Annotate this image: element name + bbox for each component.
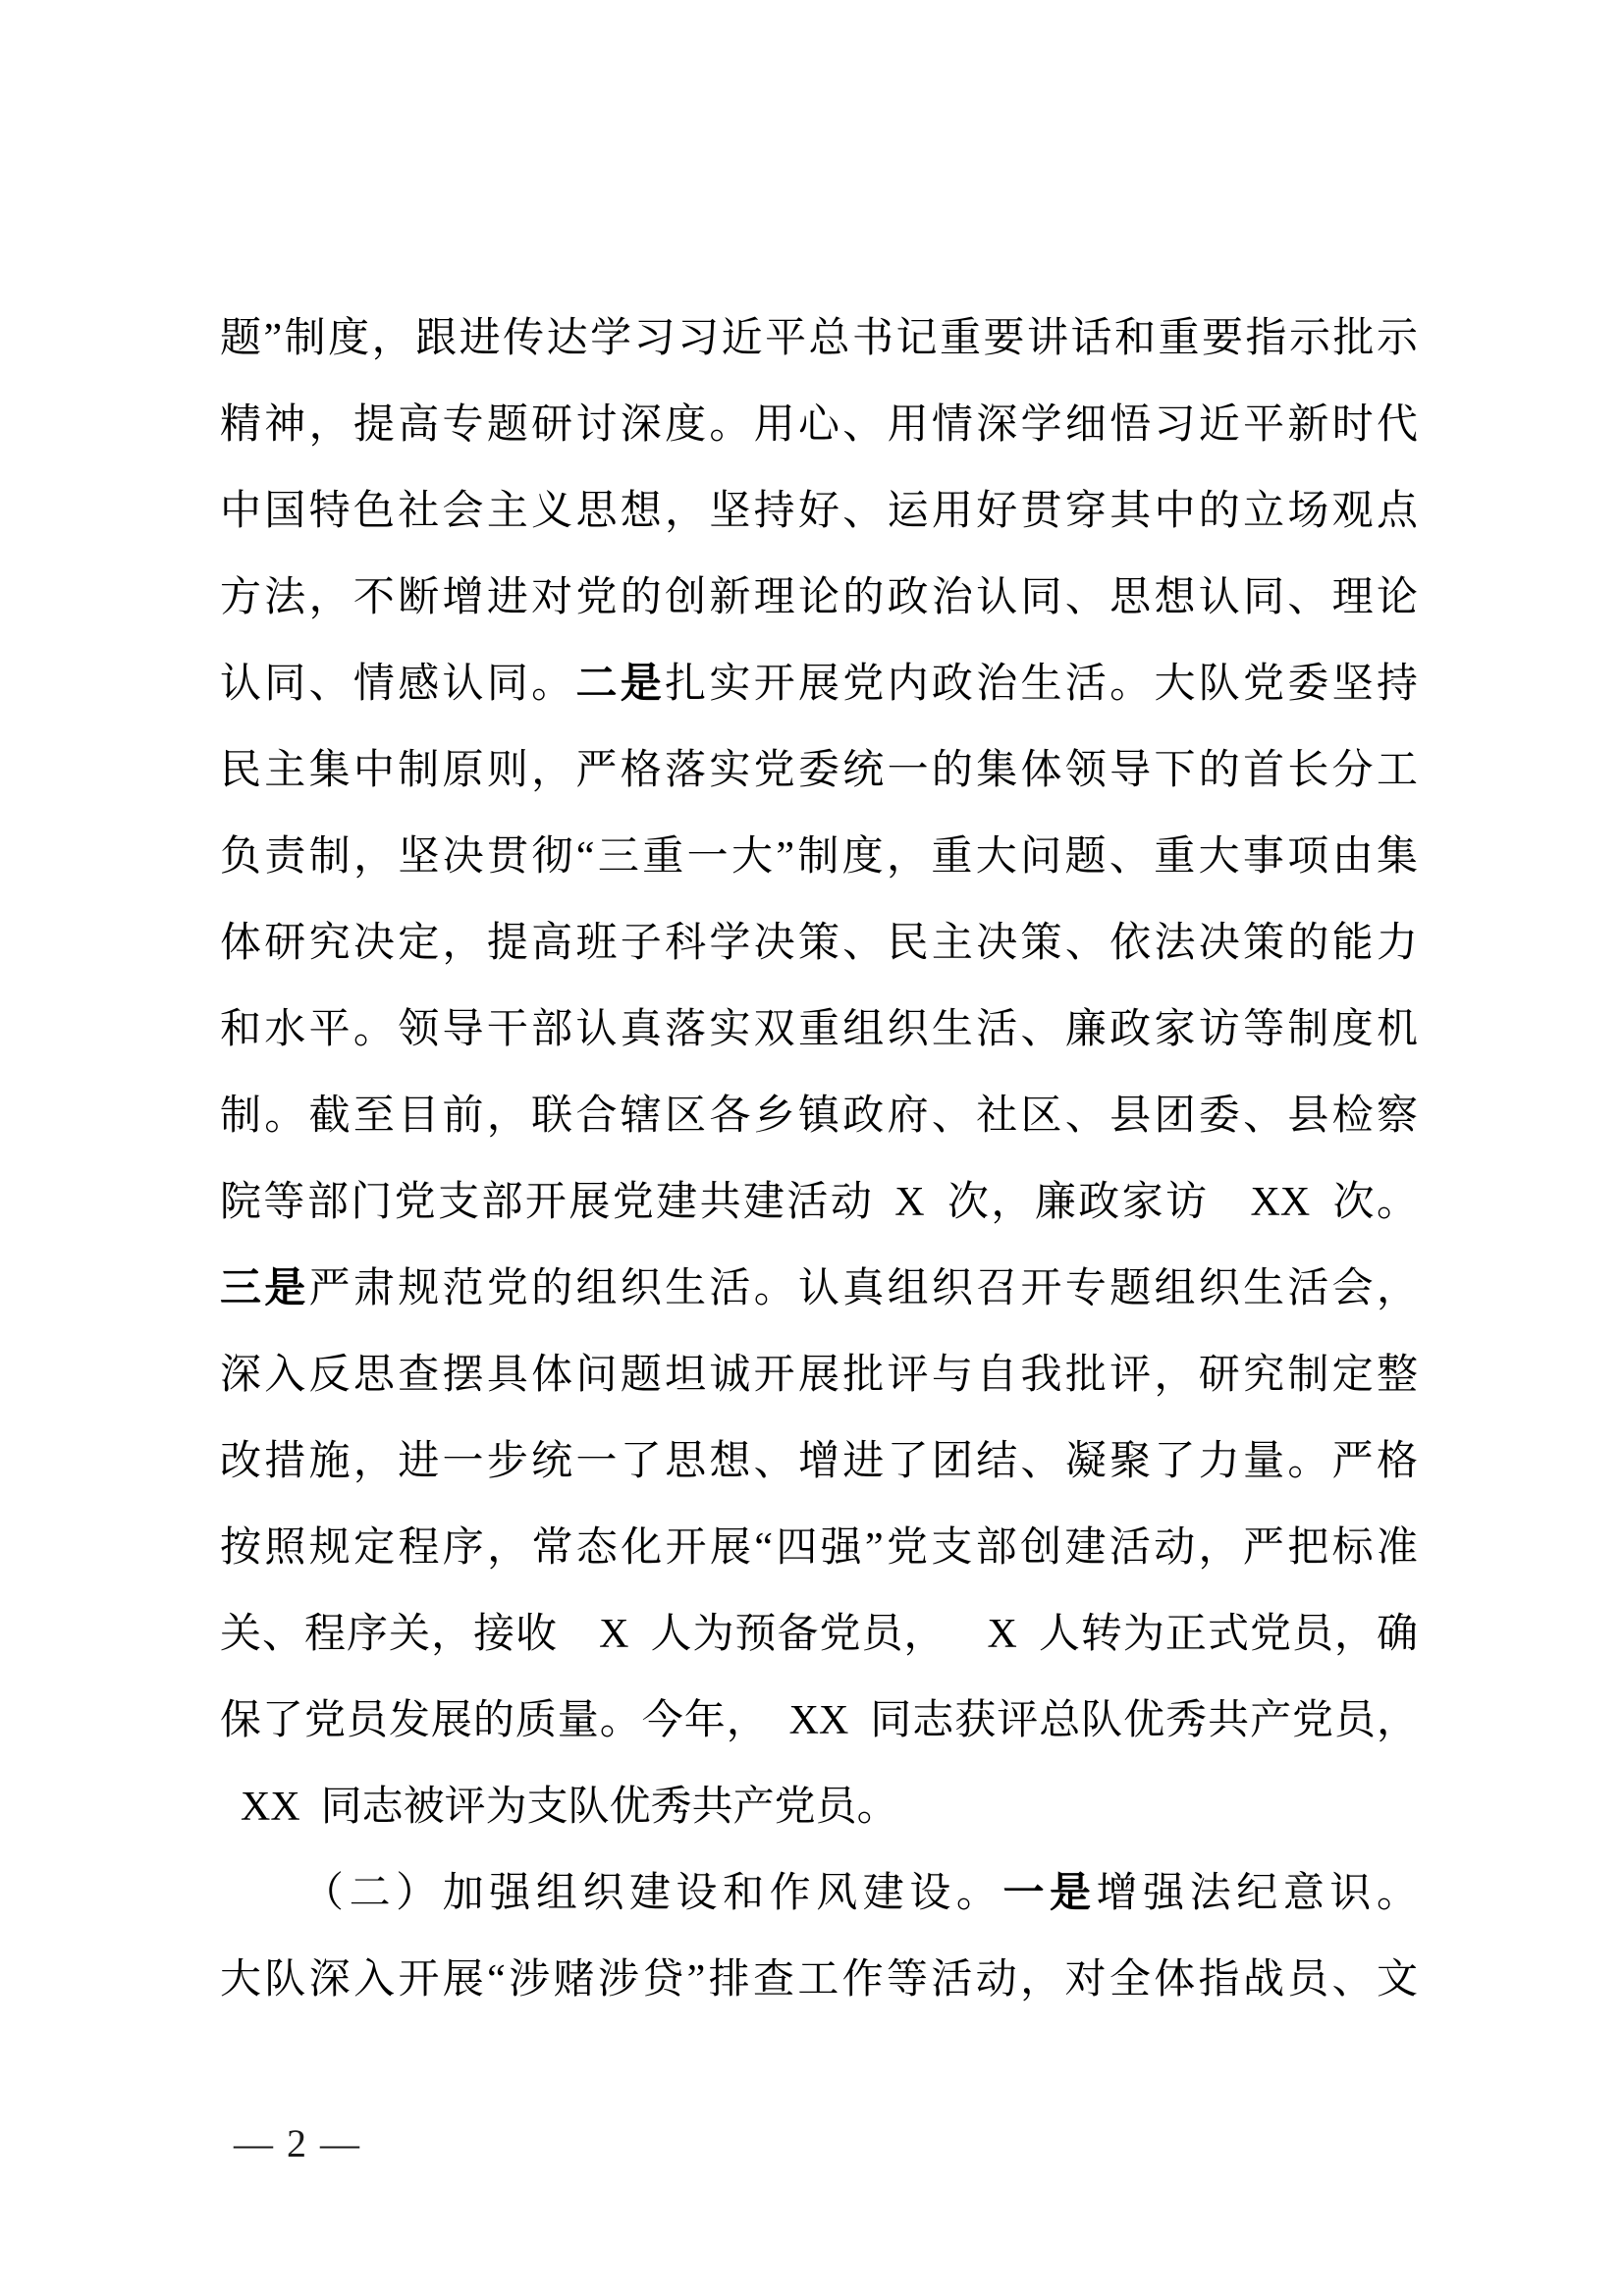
text-line <box>220 1418 1418 1505</box>
text-run: 中国特色社会主义思想，坚持好、运用好贯穿其中的立场观点 <box>220 489 1418 534</box>
text-line <box>220 1678 1418 1764</box>
text-run: 改措施，进一步统一了思想、增进了团结、凝聚了力量。严格 <box>220 1439 1418 1484</box>
bold-text-run: 二是 <box>575 662 666 707</box>
text-line <box>220 382 1418 468</box>
text-line <box>220 1073 1418 1159</box>
document-body <box>220 295 1418 2023</box>
text-line <box>220 1764 1418 1850</box>
text-line <box>220 295 1418 382</box>
text-run: 增强法纪意识。 <box>1096 1871 1418 1916</box>
text-run: 扎实开展党内政治生活。大队党委坚持 <box>665 662 1418 707</box>
text-run: 认同、情感认同。 <box>220 662 576 707</box>
text-run: 院等部门党支部开展党建共建活动 X 次，廉政家访 XX 次。 <box>220 1180 1418 1225</box>
text-run: XX 同志被评为支队优秀共产党员。 <box>220 1785 898 1830</box>
text-run: 和水平。领导干部认真落实双重组织生活、廉政家访等制度机 <box>220 1007 1418 1052</box>
text-line <box>220 1937 1418 2023</box>
text-run: 题”制度，跟进传达学习习近平总书记重要讲话和重要指示批示 <box>220 316 1418 361</box>
bold-text-run: 三是 <box>220 1266 309 1311</box>
text-run: 严肃规范党的组织生活。认真组织召开专题组织生活会， <box>308 1266 1418 1311</box>
text-run: 大队深入开展“涉赌涉贷”排查工作等活动，对全体指战员、文 <box>220 1957 1418 2002</box>
text-line <box>220 987 1418 1073</box>
text-line <box>220 1591 1418 1678</box>
text-line <box>220 468 1418 555</box>
text-run: 按照规定程序，常态化开展“四强”党支部创建活动，严把标准 <box>220 1525 1418 1571</box>
text-line <box>220 814 1418 900</box>
page-footer <box>234 2116 361 2171</box>
text-line <box>220 727 1418 814</box>
text-run: 保了党员发展的质量。今年， XX 同志获评总队优秀共产党员， <box>220 1698 1418 1743</box>
text-line <box>220 1246 1418 1332</box>
text-run: 负责制，坚决贯彻“三重一大”制度，重大问题、重大事项由集 <box>220 834 1418 880</box>
text-line <box>220 641 1418 727</box>
text-run: 体研究决定，提高班子科学决策、民主决策、依法决策的能力 <box>220 921 1418 966</box>
text-line <box>220 1850 1418 1937</box>
text-run: 方法，不断增进对党的创新理论的政治认同、思想认同、理论 <box>220 575 1418 620</box>
text-line <box>220 900 1418 987</box>
text-run: 关、程序关，接收 X 人为预备党员， X 人转为正式党员，确 <box>220 1612 1418 1657</box>
text-run: 精神，提高专题研讨深度。用心、用情深学细悟习近平新时代 <box>220 402 1418 448</box>
text-run: （二）加强组织建设和作风建设。 <box>302 1871 1003 1916</box>
text-run: 民主集中制原则，严格落实党委统一的集体领导下的首长分工 <box>220 748 1418 793</box>
text-line <box>220 1505 1418 1591</box>
text-line <box>220 1159 1418 1246</box>
text-line <box>220 1332 1418 1418</box>
bold-text-run: 一是 <box>1002 1871 1097 1916</box>
text-run: 深入反思查摆具体问题坦诚开展批评与自我批评，研究制定整 <box>220 1353 1418 1398</box>
text-line <box>220 555 1418 641</box>
page-number: — 2 — <box>234 2121 361 2165</box>
text-run: 制。截至目前，联合辖区各乡镇政府、社区、县团委、县检察 <box>220 1094 1418 1139</box>
